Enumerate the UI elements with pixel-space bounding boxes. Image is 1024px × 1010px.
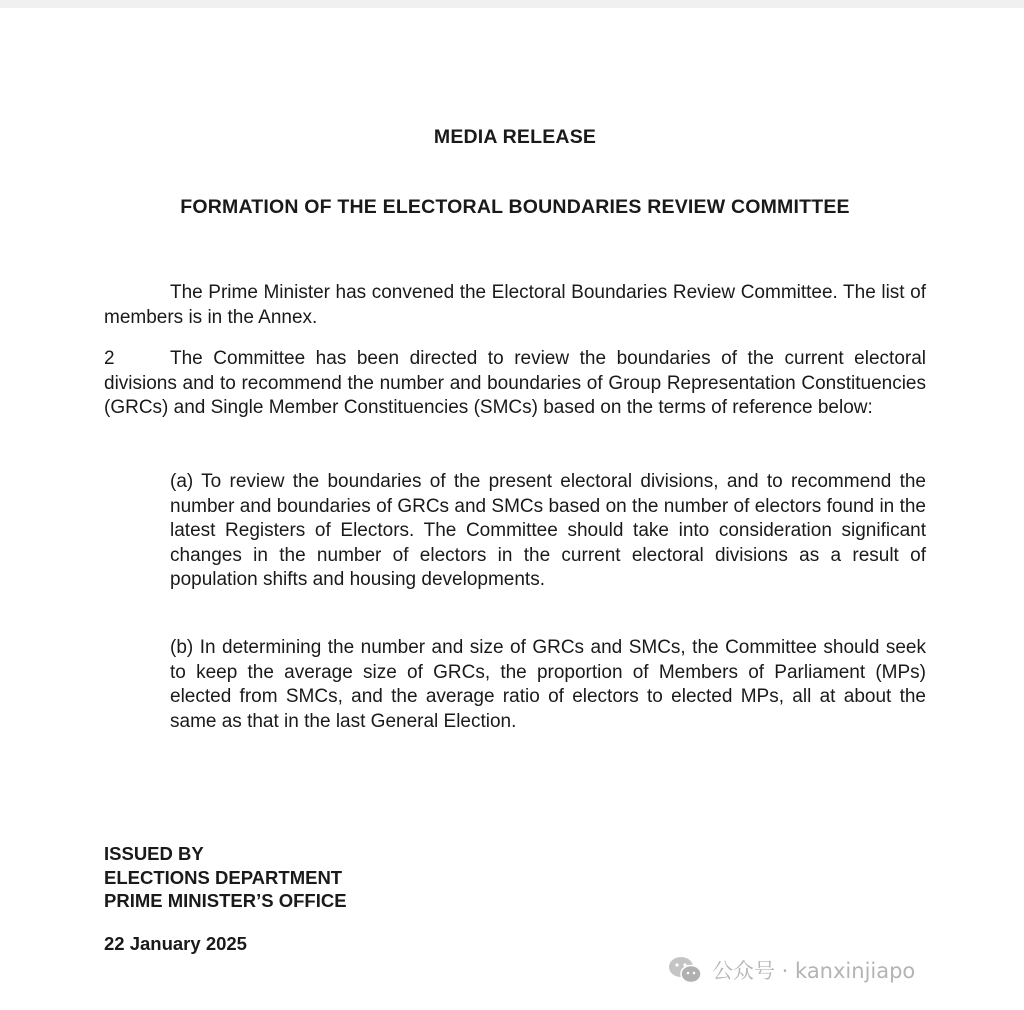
top-strip (0, 0, 1024, 8)
paragraph-2 (104, 347, 926, 421)
issued-by-label: ISSUED BY (104, 843, 204, 864)
watermark (668, 952, 915, 988)
release-date: 22 January 2025 (104, 933, 247, 954)
document-title: FORMATION OF THE ELECTORAL BOUNDARIES REVIEW COMMITTEE (180, 196, 850, 218)
watermark-text: 公众号 · kanxinjiapo (712, 959, 916, 983)
paragraph-1 (104, 281, 926, 330)
document-heading: MEDIA RELEASE (433, 126, 597, 148)
paragraph-number: 2 (104, 348, 115, 369)
issued-by-block (104, 842, 347, 913)
paragraph-1-text: The Prime Minister has convened the Electoral Boundaries Review Committee. The list of members is in the Annex. (104, 282, 926, 328)
paragraph-2-text: The Committee has been directed to review the boundaries of the current electoral divisions and to recommend the number and boundaries of Group Representation Constituencies (GRCs) and Single Member Constituencies (SMCs) based on the terms of reference below: (104, 348, 926, 418)
term-of-reference-b: (b) In determining the number and size of GRCs and SMCs, the Committee should seek to keep the average size of GRCs, the proportion of Members of Parliament (MPs) elected from SMCs, and the average ratio of electors to elected MPs, all at about the same as that in the last General Election. (170, 637, 926, 732)
issuing-department: ELECTIONS DEPARTMENT (104, 866, 343, 888)
issuing-office: PRIME MINISTER’S OFFICE (104, 890, 347, 911)
wechat-icon (668, 955, 702, 985)
term-of-reference-a: (a) To review the boundaries of the present electoral divisions, and to recommend the number and boundaries of GRCs and SMCs based on the number of electors found in the latest Registers of Electors. The Committee should take into consideration significant changes in the number of electors in the current electoral divisions as a result of population shifts and housing developments. (170, 471, 926, 590)
